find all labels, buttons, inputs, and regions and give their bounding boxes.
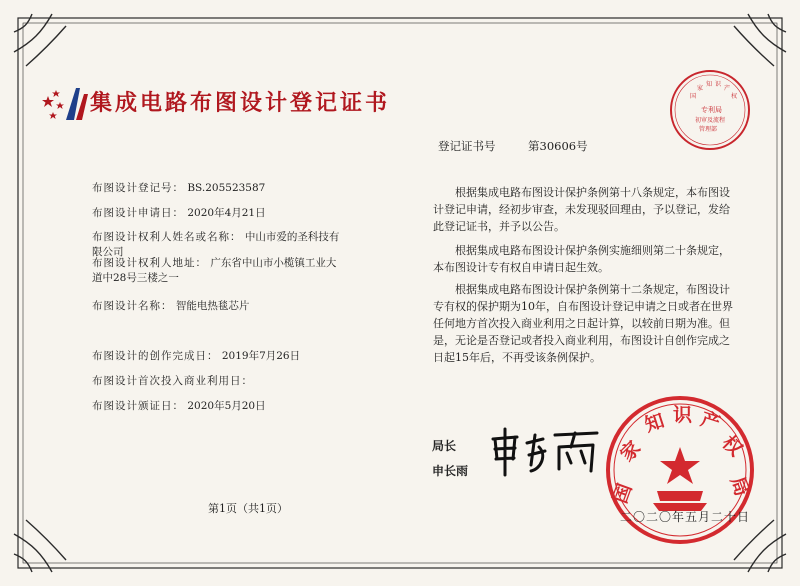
svg-text:国: 国 [690, 93, 697, 100]
svg-text:权: 权 [717, 431, 747, 461]
title-row [40, 80, 420, 120]
paragraph-registration: 根据集成电路布图设计保护条例第十八条规定，本布图设 计登记申请，经初步审查，未发现驳回理由，予以登记，发给 此登记证书，并予以公告。 [433, 186, 730, 233]
svg-text:家: 家 [616, 436, 646, 466]
field-rightholder-address: 布图设计权利人地址： 广东省中山市小榄镇工业大 道中28号三楼之一 [92, 257, 337, 284]
cert-number-label: 登记证书号 [438, 139, 496, 153]
handwritten-signature [487, 425, 602, 480]
svg-text:局: 局 [725, 473, 754, 500]
svg-text:初审及流程: 初审及流程 [695, 117, 726, 124]
svg-text:知: 知 [642, 409, 667, 437]
paragraph-effectiveness: 根据集成电路布图设计保护条例实施细则第二十条规定， 本布图设计专有权自申请日起生效。 [433, 244, 730, 274]
field-rightholder-name: 布图设计权利人姓名或名称： 中山市爱的圣科技有 限公司 [92, 231, 340, 258]
svg-text:专利局: 专利局 [701, 106, 722, 114]
svg-text:产: 产 [724, 85, 731, 92]
svg-text:识: 识 [673, 404, 693, 426]
director-role-label: 局长 [432, 439, 457, 453]
svg-text:权: 权 [731, 93, 738, 100]
field-design-name: 布图设计名称： 智能电热毯芯片 [92, 300, 250, 312]
svg-text:识: 识 [715, 81, 722, 88]
svg-text:产: 产 [697, 408, 723, 435]
svg-text:家: 家 [697, 85, 704, 92]
svg-text:知: 知 [706, 81, 713, 88]
emblem-stars-icon [40, 86, 90, 122]
certificate-number [438, 138, 588, 154]
certificate-title: 集成电路布图设计登记证书 [90, 90, 391, 116]
cert-number-value: 第30606号 [528, 139, 588, 153]
director-name-label: 申长雨 [432, 464, 469, 478]
field-registration-number: 布图设计登记号： BS.205523587 [92, 182, 266, 194]
paragraph-protection-term: 根据集成电路布图设计保护条例第十二条规定，布图设计 专有权的保护期为10年，自布图设计登记申请之日或者在世界 任何地方首次投入商业利用之日起计算，以较前日期为准。但 是，无论是否登记或者投入商业利用，布图设计自创作完成之 日起15年后，不再受该条例保护。 [433, 283, 733, 364]
field-creation-date: 布图设计的创作完成日： 2019年7月26日 [92, 350, 301, 362]
small-red-seal [668, 68, 752, 152]
issue-date-footer: 二〇二〇年五月二十日 [620, 510, 751, 524]
field-application-date: 布图设计申请日： 2020年4月21日 [92, 207, 266, 219]
field-first-commercial-use-date: 布图设计首次投入商业利用日： [92, 375, 253, 387]
page-number: 第1页（共1页） [208, 502, 288, 515]
svg-text:管理部: 管理部 [699, 126, 718, 133]
svg-text:国: 国 [609, 480, 637, 507]
field-issue-date: 布图设计颁证日： 2020年5月20日 [92, 400, 266, 412]
